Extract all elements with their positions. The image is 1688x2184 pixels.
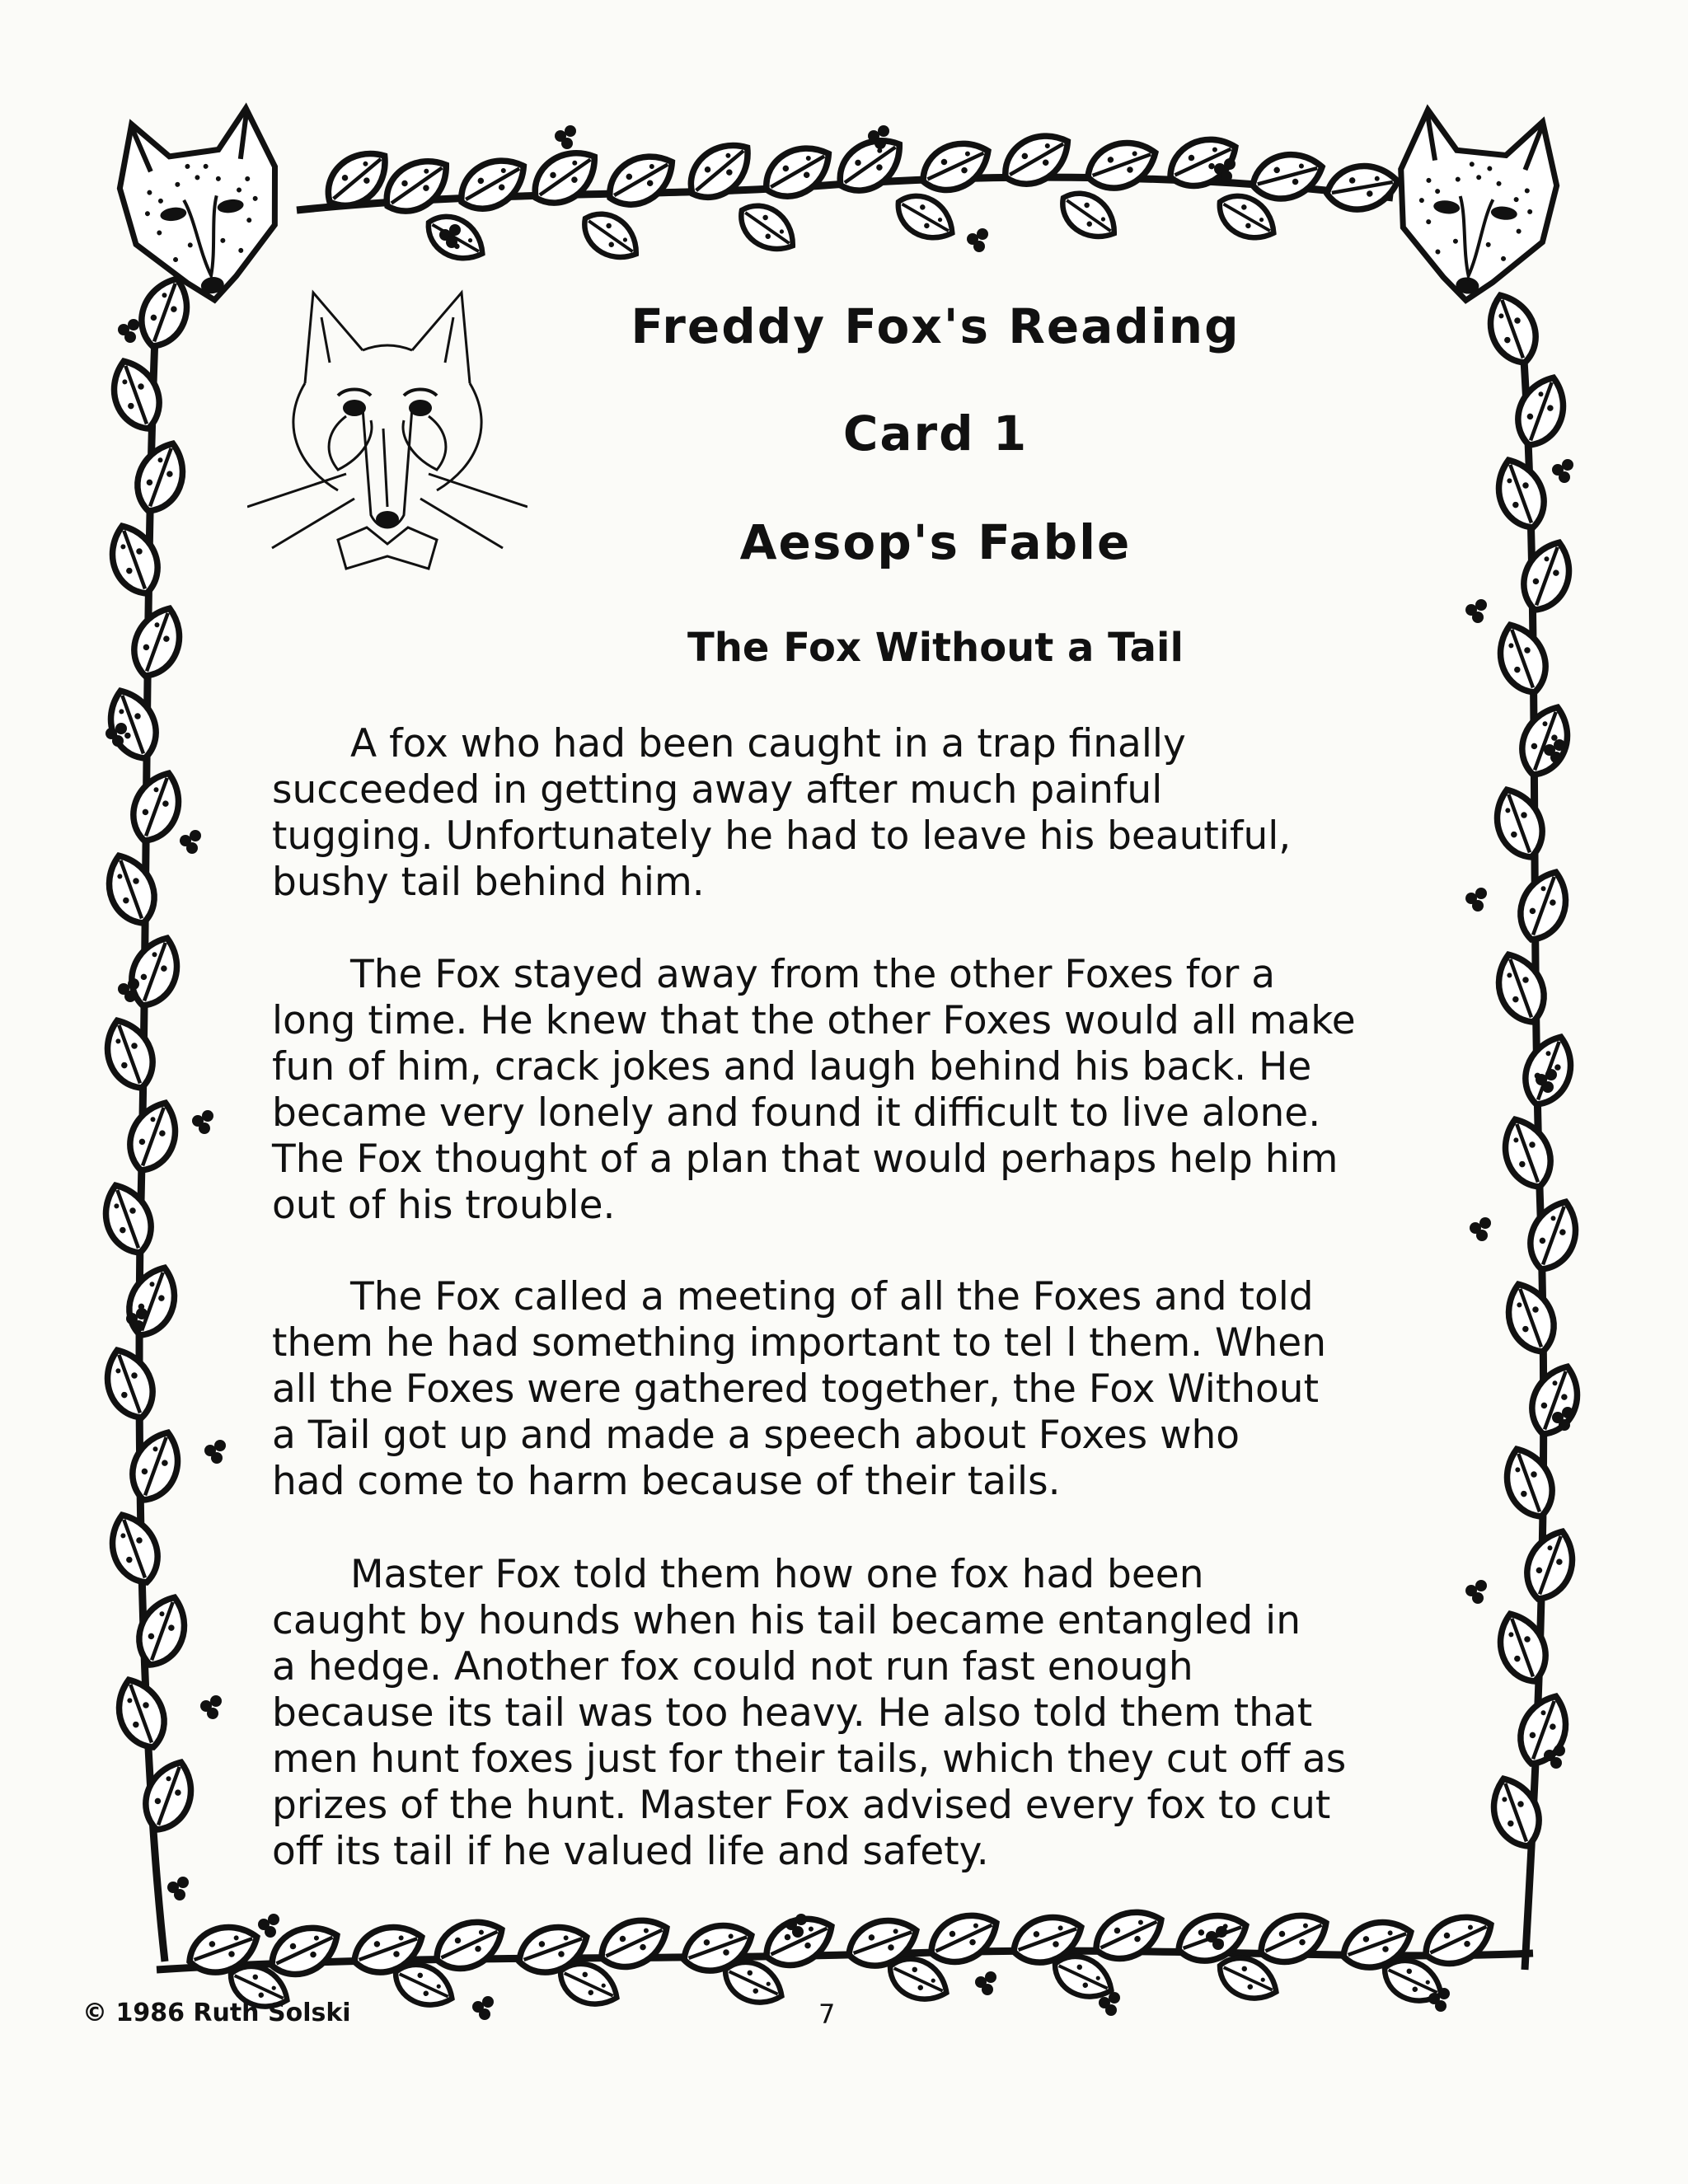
paragraph-line: men hunt foxes just for their tails, which they cut off as	[272, 1736, 1347, 1782]
paragraph-line: A fox who had been caught in a trap finally	[350, 721, 1186, 766]
paragraph-line: all the Foxes were gathered together, the Fox Without	[272, 1366, 1320, 1412]
copyright-notice: © 1986 Ruth Solski	[82, 1999, 351, 2027]
story-title: The Fox Without a Tail	[687, 625, 1184, 671]
paragraph-line: The Fox thought of a plan that would perhaps help him	[272, 1137, 1339, 1182]
card-number: Card 1	[842, 405, 1029, 462]
paragraph-line: tugging. Unfortunately he had to leave his beautiful,	[272, 813, 1292, 859]
paragraph-line: a Tail got up and made a speech about Foxes who	[272, 1413, 1240, 1458]
paragraph-line: Master Fox told them how one fox had been	[350, 1552, 1204, 1597]
story-paragraph-2	[272, 952, 1459, 1229]
fox-head-icon	[111, 105, 292, 311]
fox-head-icon	[1388, 108, 1563, 309]
paragraph-line: The Fox called a meeting of all the Foxes and told	[350, 1274, 1314, 1319]
paragraph-line: them he had something important to tel l them. When	[272, 1320, 1327, 1366]
paragraph-line: off its tail if he valued life and safety.	[272, 1829, 989, 1874]
paragraph-line: long time. He knew that the other Foxes would all make	[272, 998, 1356, 1043]
paragraph-line: out of his trouble.	[272, 1183, 616, 1228]
fable-subtitle: Aesop's Fable	[739, 514, 1132, 570]
paragraph-line: bushy tail behind him.	[272, 860, 705, 905]
paragraph-line: succeeded in getting away after much painful	[272, 767, 1163, 813]
story-paragraph-1	[272, 721, 1459, 906]
paragraph-line: fun of him, crack jokes and laugh behind his back. He	[272, 1044, 1312, 1090]
story-paragraph-3	[272, 1274, 1459, 1505]
paragraph-line: caught by hounds when his tail became entangled in	[272, 1598, 1301, 1643]
paragraph-line: became very lonely and found it difficult to live alone.	[272, 1090, 1321, 1136]
page-title: Freddy Fox's Reading	[631, 298, 1240, 354]
page-number: 7	[818, 1999, 836, 2030]
paragraph-line: had come to harm because of their tails.	[272, 1459, 1061, 1504]
paragraph-line: because its tail was too heavy. He also told them that	[272, 1690, 1313, 1736]
paragraph-line: a hedge. Another fox could not run fast enough	[272, 1644, 1193, 1690]
paragraph-line: prizes of the hunt. Master Fox advised every fox to cut	[272, 1783, 1331, 1828]
story-paragraph-4	[272, 1552, 1459, 1875]
paragraph-line: The Fox stayed away from the other Foxes for a	[350, 952, 1276, 997]
